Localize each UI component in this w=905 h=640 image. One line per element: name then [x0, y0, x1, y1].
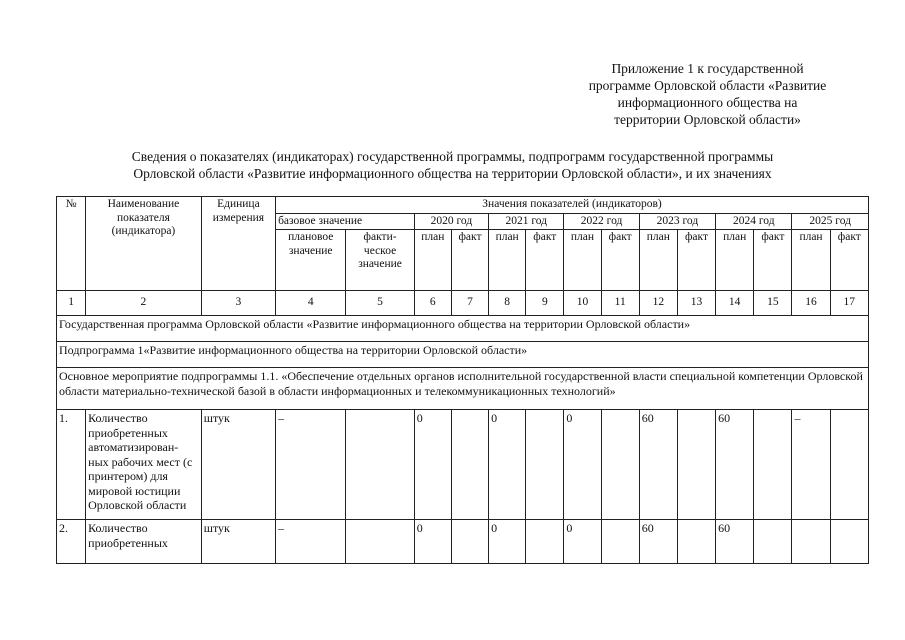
header-name: Наименование показателя (индикатора)	[86, 197, 202, 291]
value-cell: 0	[489, 410, 526, 520]
value-cell: 60	[639, 410, 677, 520]
row-number: 2.	[57, 520, 86, 564]
header-fact: факт	[754, 230, 792, 291]
value-cell	[830, 520, 868, 564]
column-number: 3	[201, 291, 275, 316]
column-number: 13	[677, 291, 715, 316]
column-number: 4	[276, 291, 346, 316]
value-cell	[830, 410, 868, 520]
column-number: 14	[716, 291, 754, 316]
value-cell: 60	[716, 520, 754, 564]
column-number: 17	[830, 291, 868, 316]
program-row: Государственная программа Орловской области «Развитие информационного общества на территории Орловской области»	[57, 316, 869, 342]
header-fact: факт	[526, 230, 564, 291]
column-number: 7	[451, 291, 488, 316]
header-planned: плановое значение	[276, 230, 346, 291]
value-cell	[677, 410, 715, 520]
header-plan: план	[716, 230, 754, 291]
header-fact: факт	[677, 230, 715, 291]
appendix-line: информационного общества на	[617, 95, 798, 110]
header-year-2024: 2024 год	[716, 213, 792, 230]
indicator-name: Количество приобретенных	[86, 520, 202, 564]
value-cell	[346, 520, 414, 564]
appendix-line: территории Орловской области»	[614, 112, 801, 127]
header-plan: план	[489, 230, 526, 291]
value-cell: 0	[414, 520, 451, 564]
column-number: 15	[754, 291, 792, 316]
value-cell	[451, 410, 488, 520]
value-cell	[526, 520, 564, 564]
column-number: 6	[414, 291, 451, 316]
value-cell: 0	[414, 410, 451, 520]
value-cell	[677, 520, 715, 564]
header-year-2023: 2023 год	[639, 213, 715, 230]
value-cell: 60	[716, 410, 754, 520]
value-cell: 0	[489, 520, 526, 564]
header-no: №	[57, 197, 86, 291]
title-line: Орловской области «Развитие информационного общества на территории Орловской области», и их значениях	[133, 166, 772, 181]
appendix-line: программе Орловской области «Развитие	[588, 78, 827, 93]
value-cell: 0	[564, 520, 601, 564]
value-cell: 60	[639, 520, 677, 564]
value-cell: –	[276, 520, 346, 564]
measure-row: Основное мероприятие подпрограммы 1.1. «Обеспечение отдельных органов исполнительной государственной власти специальной компетенции Орловской области материально-технической базой в области информационных и телекоммуникационных технологий»	[57, 368, 869, 410]
header-fact: факт	[451, 230, 488, 291]
value-cell	[601, 410, 639, 520]
row-number: 1.	[57, 410, 86, 520]
column-number: 8	[489, 291, 526, 316]
table-row	[57, 520, 869, 564]
value-cell	[526, 410, 564, 520]
indicators-table	[56, 196, 869, 564]
header-plan: план	[639, 230, 677, 291]
appendix-line: Приложение 1 к государственной	[611, 61, 804, 76]
column-number: 1	[57, 291, 86, 316]
header-year-2021: 2021 год	[489, 213, 564, 230]
header-year-2020: 2020 год	[414, 213, 488, 230]
title-line: Сведения о показателях (индикаторах) государственной программы, подпрограмм государственной программы	[131, 149, 774, 164]
header-base: базовое значение	[276, 213, 415, 230]
column-number: 5	[346, 291, 414, 316]
column-number: 12	[639, 291, 677, 316]
value-cell	[346, 410, 414, 520]
column-number: 11	[601, 291, 639, 316]
value-cell	[792, 520, 830, 564]
value-cell: 0	[564, 410, 601, 520]
subprogram-row: Подпрограмма 1«Развитие информационного общества на территории Орловской области»	[57, 342, 869, 368]
header-year-2022: 2022 год	[564, 213, 639, 230]
value-cell: –	[276, 410, 346, 520]
indicator-unit: штук	[201, 410, 275, 520]
indicator-unit: штук	[201, 520, 275, 564]
column-number: 10	[564, 291, 601, 316]
value-cell	[451, 520, 488, 564]
document-title	[40, 148, 865, 182]
header-plan: план	[792, 230, 830, 291]
appendix-note	[560, 60, 855, 128]
header-values: Значения показателей (индикаторов)	[276, 197, 869, 214]
column-number: 9	[526, 291, 564, 316]
column-number: 2	[86, 291, 202, 316]
header-fact: факт	[601, 230, 639, 291]
value-cell: –	[792, 410, 830, 520]
header-actual: факти-ческое значение	[346, 230, 414, 291]
header-year-2025: 2025 год	[792, 213, 869, 230]
table-row	[57, 410, 869, 520]
value-cell	[754, 410, 792, 520]
indicator-name: Количество приобретенных автоматизирован-ных рабочих мест (с принтером) для мировой юстиции Орловской области	[86, 410, 202, 520]
column-number: 16	[792, 291, 830, 316]
header-plan: план	[564, 230, 601, 291]
value-cell	[754, 520, 792, 564]
header-unit: Единица измерения	[201, 197, 275, 291]
header-plan: план	[414, 230, 451, 291]
header-fact: факт	[830, 230, 868, 291]
value-cell	[601, 520, 639, 564]
